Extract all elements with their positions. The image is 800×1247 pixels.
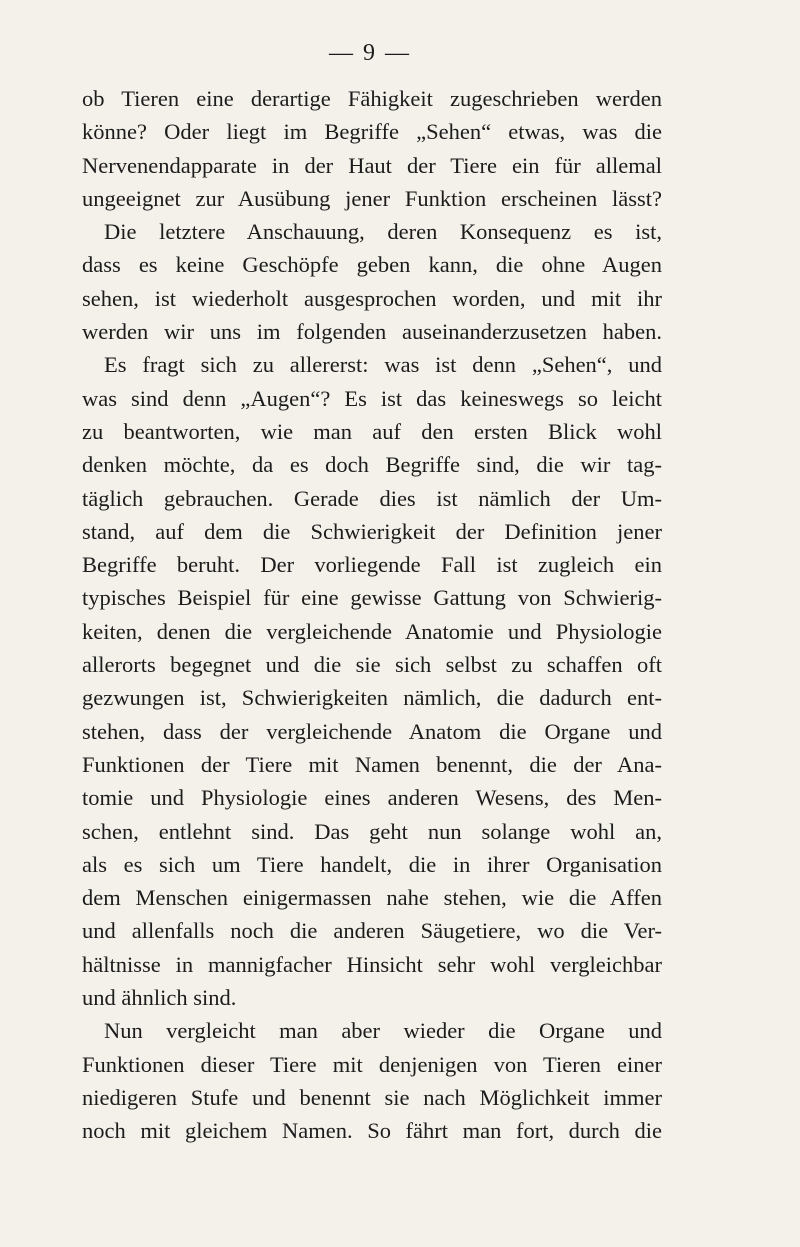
- text-line: dem Menschen einigermassen nahe stehen, wie die Affen: [82, 885, 662, 911]
- text-line: Es fragt sich zu allererst: was ist denn „Sehen“, und: [104, 352, 662, 378]
- text-line: stehen, dass der vergleichende Anatom die Organe und: [82, 718, 662, 744]
- text-line: tomie und Physiologie eines anderen Wesens, des Men-: [82, 785, 662, 811]
- text-line: typisches Beispiel für eine gewisse Gattung von Schwierig-: [82, 585, 662, 611]
- text-line: allerorts begegnet und die sie sich selbst zu schaffen oft: [82, 652, 662, 678]
- text-line: zu beantworten, wie man auf den ersten Blick wohl: [82, 418, 662, 444]
- text-line: ob Tieren eine derartige Fähigkeit zugeschrieben werden: [82, 86, 662, 111]
- body-text: [82, 82, 662, 1148]
- text-line: was sind denn „Augen“? Es ist das keineswegs so leicht: [82, 385, 662, 411]
- text-line: stand, auf dem die Schwierigkeit der Definition jener: [82, 518, 662, 544]
- text-line: Nervenendapparate in der Haut der Tiere ein für allemal: [82, 152, 662, 178]
- text-line: hältnisse in mannigfacher Hinsicht sehr wohl vergleichbar: [82, 951, 662, 977]
- text-line: und allenfalls noch die anderen Säugetiere, wo die Ver-: [82, 918, 662, 944]
- text-line: denken möchte, da es doch Begriffe sind, die wir tag-: [82, 452, 662, 478]
- text-line: sehen, ist wiederholt ausgesprochen worden, und mit ihr: [82, 285, 662, 311]
- text-line: täglich gebrauchen. Gerade dies ist nämlich der Um-: [82, 485, 662, 511]
- text-line: noch mit gleichem Namen. So fährt man fort, durch die: [82, 1118, 662, 1144]
- text-line: werden wir uns im folgenden auseinanderzusetzen haben.: [82, 319, 662, 345]
- text-line: schen, entlehnt sind. Das geht nun solange wohl an,: [82, 818, 662, 844]
- text-line: niedigeren Stufe und benennt sie nach Möglichkeit immer: [82, 1084, 662, 1110]
- text-line: Begriffe beruht. Der vorliegende Fall ist zugleich ein: [82, 552, 662, 578]
- page-number: — 9 —: [329, 40, 411, 66]
- text-line: Nun vergleicht man aber wieder die Organe und: [104, 1018, 662, 1044]
- text-line: ungeeignet zur Ausübung jener Funktion erscheinen lässt?: [82, 185, 662, 211]
- text-line: Die letztere Anschauung, deren Konsequenz es ist,: [104, 219, 662, 245]
- text-line: könne? Oder liegt im Begriffe „Sehen“ etwas, was die: [82, 119, 662, 145]
- text-line: Funktionen dieser Tiere mit denjenigen von Tieren einer: [82, 1051, 662, 1077]
- text-line: Funktionen der Tiere mit Namen benennt, die der Ana-: [82, 751, 662, 777]
- text-line: als es sich um Tiere handelt, die in ihrer Organisation: [82, 851, 662, 877]
- text-line: gezwungen ist, Schwierigkeiten nämlich, die dadurch ent-: [82, 685, 662, 711]
- text-line: und ähnlich sind.: [82, 985, 237, 1011]
- text-line: dass es keine Geschöpfe geben kann, die ohne Augen: [82, 252, 662, 278]
- text-line: keiten, denen die vergleichende Anatomie und Physiologie: [82, 618, 662, 644]
